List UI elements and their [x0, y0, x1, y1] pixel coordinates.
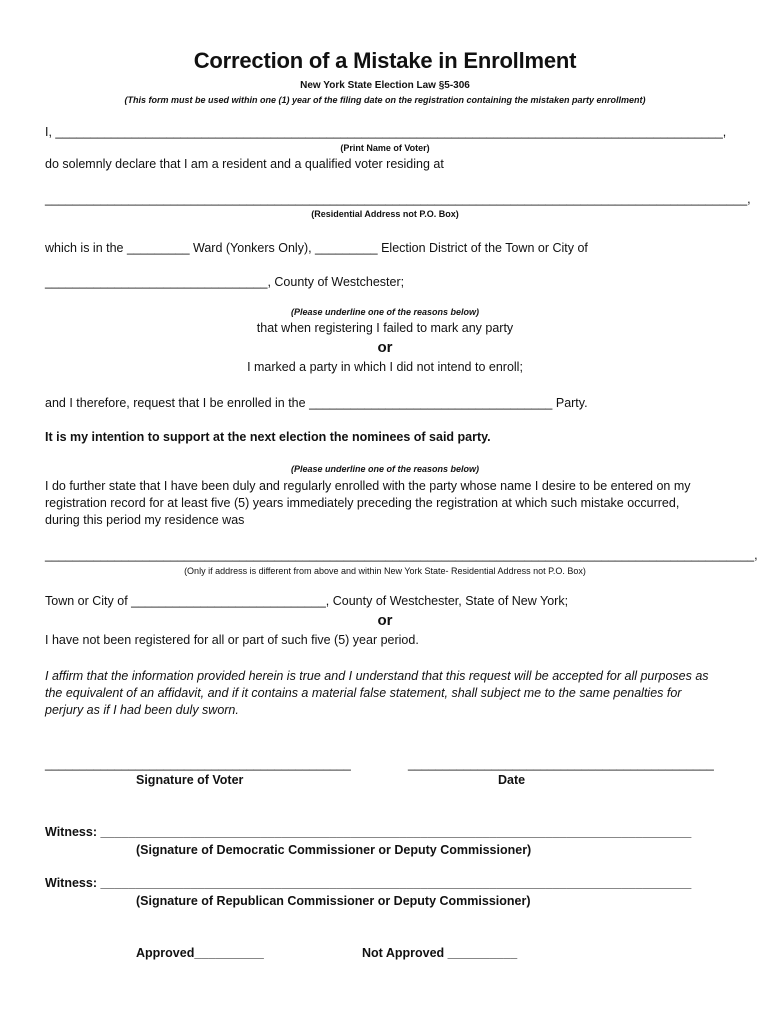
- declaration-text: do solemnly declare that I am a resident and a qualified voter residing at: [45, 157, 444, 171]
- or-separator-2: or: [377, 612, 393, 629]
- reasons-instruction-2: (Please underline one of the reasons below): [290, 464, 480, 474]
- prior-address-line[interactable]: ______________________________________________________________________________________________________,: [45, 548, 758, 562]
- voter-name-caption: (Print Name of Voter): [340, 143, 430, 153]
- not-approved-field[interactable]: Not Approved __________: [362, 946, 518, 960]
- voter-name-line[interactable]: I, ________________________________________________________________________________________________,: [45, 125, 727, 139]
- ward-district-line[interactable]: which is in the _________ Ward (Yonkers Only), _________ Election District of the Town or City of: [45, 241, 588, 255]
- party-request-line[interactable]: and I therefore, request that I be enrolled in the ___________________________________ Party.: [45, 396, 588, 410]
- intention-statement: It is my intention to support at the next election the nominees of said party.: [45, 430, 491, 444]
- election-law-reference: New York State Election Law §5-306: [300, 80, 470, 91]
- date-line[interactable]: ____________________________________________: [408, 757, 714, 771]
- prior-address-caption: (Only if address is different from above and within New York State- Residential Address not P.O. Box): [184, 566, 586, 576]
- democratic-witness-line[interactable]: Witness: _____________________________________________________________________________________: [45, 825, 692, 839]
- usage-note: (This form must be used within one (1) year of the filing date on the registration containing the mistaken party enrollment): [124, 95, 646, 105]
- county-line[interactable]: ________________________________, County of Westchester;: [45, 275, 405, 289]
- residence-address-caption: (Residential Address not P.O. Box): [311, 209, 459, 219]
- not-registered-statement[interactable]: I have not been registered for all or part of such five (5) year period.: [45, 633, 419, 647]
- reasons-instruction-1: (Please underline one of the reasons below): [290, 307, 480, 317]
- reason-marked-wrong-party[interactable]: I marked a party in which I did not intend to enroll;: [247, 360, 523, 374]
- prior-enrollment-statement[interactable]: I do further state that I have been duly and regularly enrolled with the party whose name I desire to be entered on my registration record for at least five (5) years immediately preceding the registration at which such mistake occurred, during this period my residence was: [45, 479, 691, 527]
- approved-field[interactable]: Approved__________: [136, 946, 264, 960]
- voter-signature-label: Signature of Voter: [136, 773, 244, 787]
- affirmation-statement: I affirm that the information provided herein is true and I understand that this request will be accepted for all purposes as the equivalent of an affidavit, and if it contains a material false statement, shall subject me to the same penalties for perjury as if I had been duly sworn.: [45, 669, 709, 717]
- town-city-line[interactable]: Town or City of ____________________________, County of Westchester, State of New York;: [45, 594, 569, 608]
- form-title: Correction of a Mistake in Enrollment: [193, 48, 577, 73]
- date-label: Date: [498, 773, 526, 787]
- republican-witness-caption: (Signature of Republican Commissioner or Deputy Commissioner): [136, 894, 531, 908]
- republican-witness-line[interactable]: Witness: _____________________________________________________________________________________: [45, 876, 692, 890]
- voter-signature-line[interactable]: ____________________________________________: [45, 757, 351, 771]
- or-separator-1: or: [377, 339, 393, 356]
- residence-address-line[interactable]: _____________________________________________________________________________________________________,: [45, 192, 751, 206]
- reason-failed-to-mark[interactable]: that when registering I failed to mark any party: [256, 321, 514, 335]
- democratic-witness-caption: (Signature of Democratic Commissioner or Deputy Commissioner): [136, 843, 532, 857]
